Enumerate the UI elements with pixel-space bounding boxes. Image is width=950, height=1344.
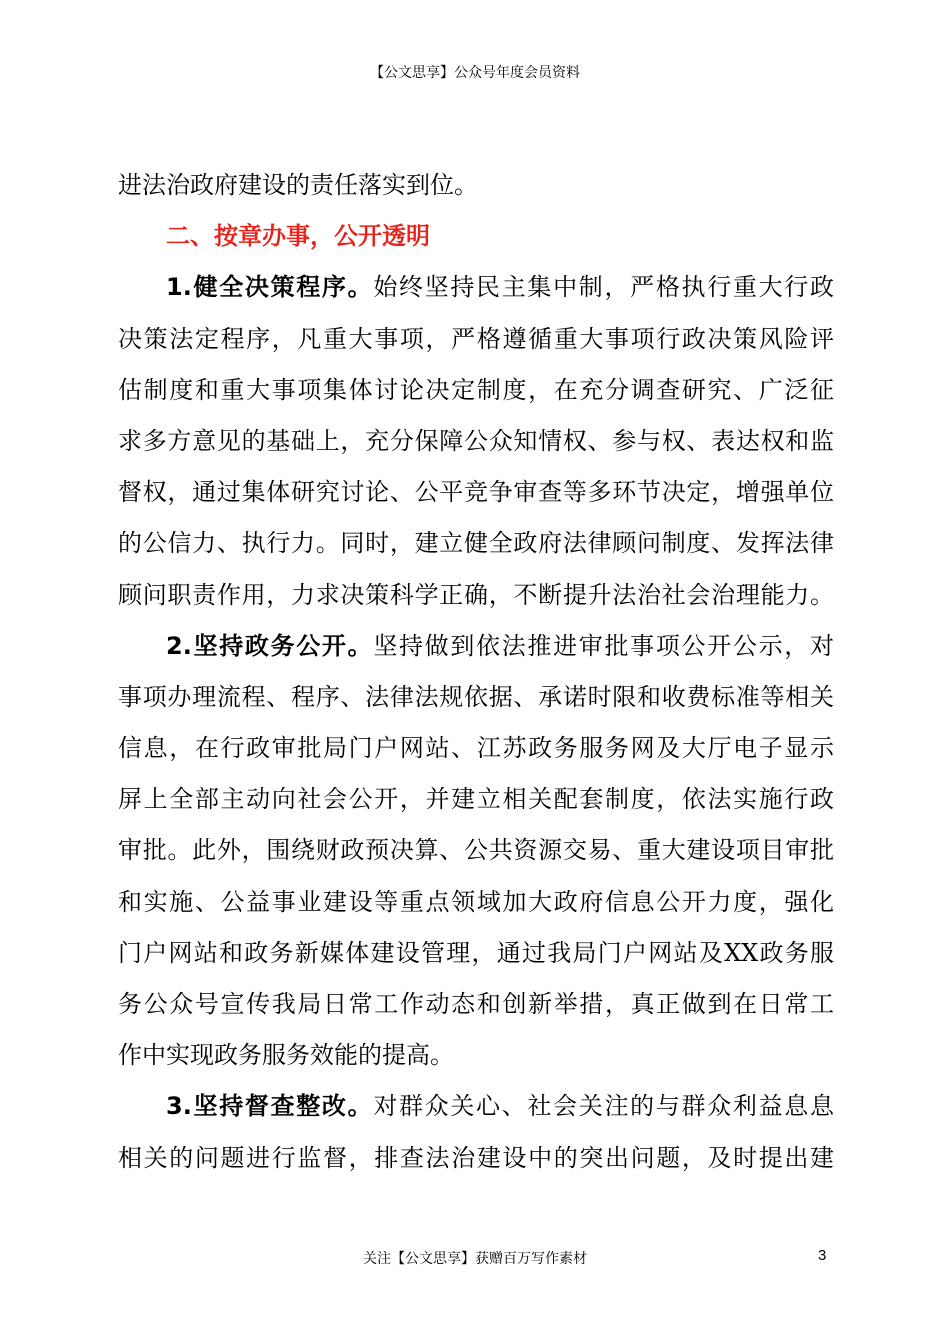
document-body [118,160,834,1184]
paragraph-line: 审批。此外，围绕财政预决算、公共资源交易、重大建设项目审批 [118,836,834,865]
paragraph-line: 相关的问题进行监督，排查法治建设中的突出问题，及时提出建 [118,1143,834,1172]
continued-line: 进法治政府建设的责任落实到位。 [118,171,478,199]
paragraph-2-lead: 2.坚持政务公开。 [166,631,374,660]
paragraph-2-first-line [118,621,834,672]
paragraph-line: 顾问职责作用，力求决策科学正确，不断提升法治社会治理能力。 [118,580,834,609]
paragraph-1-lead: 1.健全决策程序。 [166,273,374,302]
paragraph-line: 屏上全部主动向社会公开，并建立相关配套制度，依法实施行政 [118,785,834,814]
paragraph-line: 务公众号宣传我局日常工作动态和创新举措，真正做到在日常工 [118,990,834,1018]
section-heading: 二、按章办事，公开透明 [166,222,430,251]
page-footer: 关注【公文思享】获赠百万写作素材 [363,1251,587,1267]
paragraph-line: 求多方意见的基础上，充分保障公众知情权、参与权、表达权和监 [118,426,834,455]
paragraph-line: 作中实现政务服务效能的提高。 [118,1041,454,1070]
paragraph-1-first-rest: 始终坚持民主集中制，严格执行重大行政 [373,273,834,302]
paragraph-line: 门户网站和政务新媒体建设管理，通过我局门户网站及XX政务服 [118,938,834,967]
paragraph-line: 事项办理流程、程序、法律法规依据、承诺时限和收费标准等相关 [118,682,834,711]
paragraph-2-first-rest: 坚持做到依法推进审批事项公开公示，对 [373,631,834,660]
paragraph-3-first-rest: 对群众关心、社会关注的与群众利益息息 [373,1092,834,1121]
paragraph-3-first-line [118,1081,834,1132]
paragraph-3-lead: 3.坚持督查整改。 [166,1092,374,1121]
paragraph-1-first-line [118,262,834,313]
paragraph-line: 督权，通过集体研究讨论、公平竞争审查等多环节决定，增强单位 [118,478,834,507]
page-number: 3 [818,1247,827,1264]
paragraph-line: 信息，在行政审批局门户网站、江苏政务服务网及大厅电子显示 [118,734,834,763]
paragraph-line: 决策法定程序，凡重大事项，严格遵循重大事项行政决策风险评 [118,324,834,353]
page-header: 【公文思享】公众号年度会员资料 [370,65,580,81]
paragraph-line: 估制度和重大事项集体讨论决定制度，在充分调查研究、广泛征 [118,375,834,404]
paragraph-line: 和实施、公益事业建设等重点领域加大政府信息公开力度，强化 [118,887,834,916]
paragraph-line: 的公信力、执行力。同时，建立健全政府法律顾问制度、发挥法律 [118,529,834,558]
